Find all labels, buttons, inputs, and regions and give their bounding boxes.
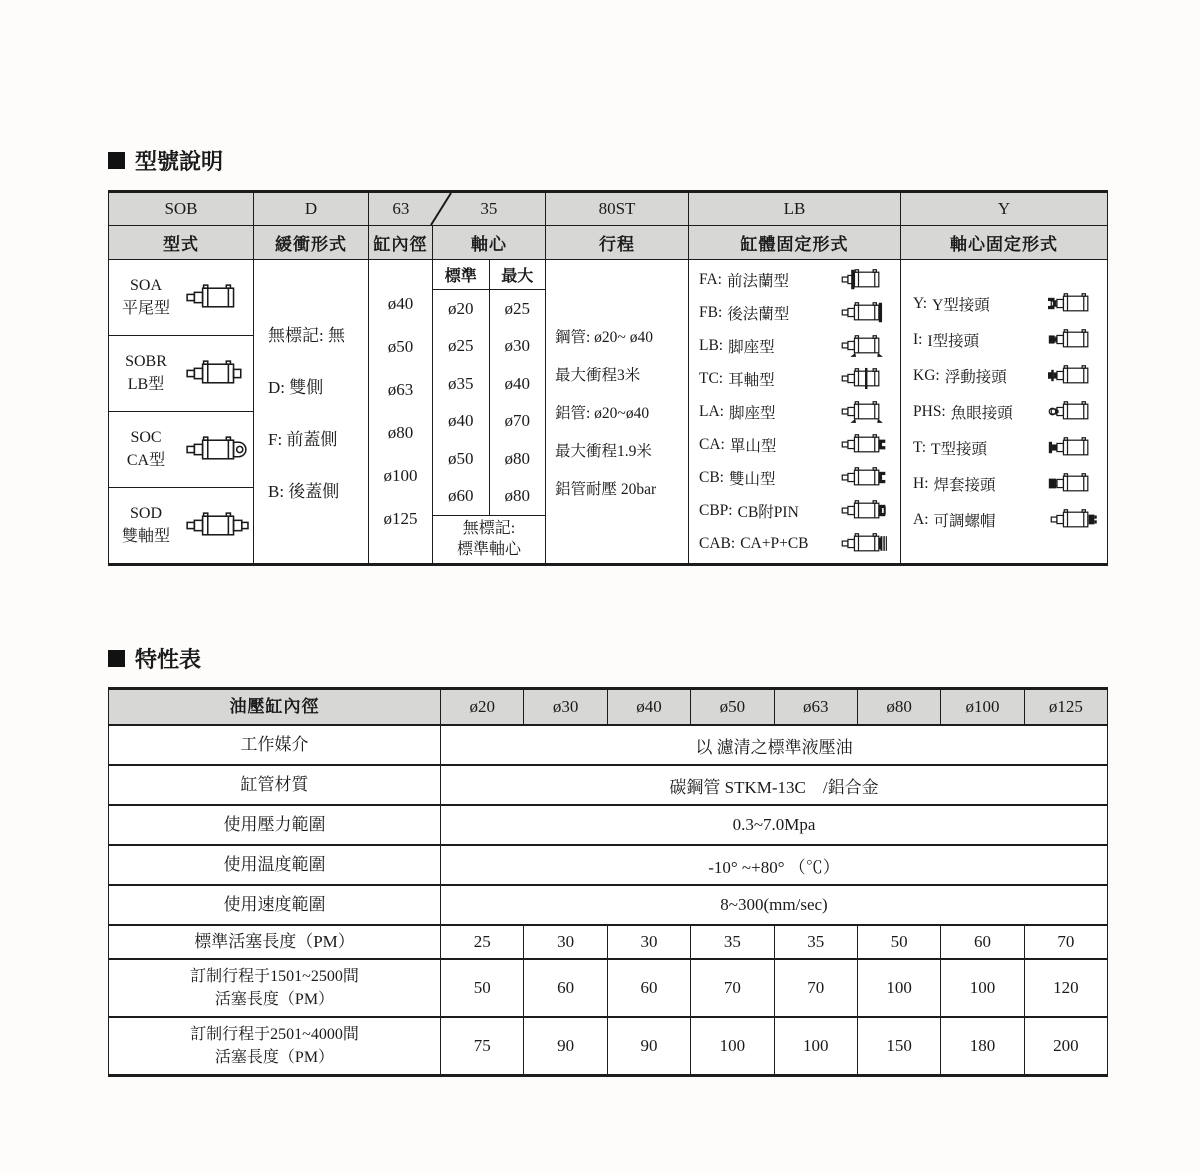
rod-max-value: ø25	[504, 298, 530, 318]
code-cell-bore-rod	[369, 193, 546, 225]
rod-mount-column	[901, 260, 1107, 563]
rod-column	[433, 260, 546, 563]
spec-bore-column: ø63	[775, 690, 858, 724]
spec-value-cell: 180	[941, 1018, 1024, 1074]
spec-value-cell: 50	[858, 926, 941, 958]
stroke-note-line: 最大衝程3米	[555, 366, 641, 384]
spec-row-label-line: 標準活塞長度（PM）	[194, 931, 355, 951]
rod-mount-label: Y型接頭	[932, 296, 990, 314]
model-name: 平尾型	[121, 299, 170, 317]
spec-bore-column: ø100	[941, 690, 1024, 724]
cushion-option: F: 前蓋側	[268, 430, 338, 449]
model-code: SOBR	[125, 353, 167, 371]
rod-note-line2: 標準軸心	[456, 540, 521, 558]
trunnion-icon	[839, 367, 891, 390]
spec-value-cell: 120	[1053, 978, 1079, 997]
body-mount-row	[689, 263, 900, 296]
spec-row-value: 8~300(mm/sec)	[720, 895, 828, 914]
y-knuckle-icon	[1048, 292, 1100, 315]
spec-row	[109, 960, 1107, 1018]
code-rod: 35	[480, 199, 498, 218]
model-type-label	[113, 275, 179, 320]
label-model-type: 型式	[109, 226, 254, 259]
model-name: 雙軸型	[121, 527, 170, 545]
model-name: LB型	[127, 375, 165, 393]
rod-eye-icon	[1048, 400, 1100, 423]
rod-standard-value: ø60	[433, 478, 490, 516]
i-joint-icon	[1048, 328, 1100, 351]
body-mount-row	[689, 461, 900, 494]
front-flange-icon	[839, 268, 891, 291]
spec-row	[109, 886, 1107, 926]
spec-row-value: 以 濾清之標準液壓油	[695, 737, 853, 757]
spec-row-value: -10° ~+80° （℃）	[708, 857, 840, 877]
bore-column	[369, 260, 433, 563]
code-cell-body-mount: LB	[689, 193, 901, 225]
rod-size-row	[433, 328, 545, 366]
bore-size-value: ø80	[387, 423, 414, 442]
spec-value-cell: 30	[608, 926, 691, 958]
spec-value-cell: 100	[691, 1018, 774, 1074]
body-mount-label: 後法蘭型	[727, 305, 790, 323]
rod-max-value: ø40	[504, 373, 530, 393]
rod-note-line1: 無標記:	[462, 519, 516, 537]
spec-value-cell: 90	[524, 1018, 607, 1074]
cushion-column	[254, 260, 369, 563]
model-type-row	[109, 336, 253, 412]
code-cell-model: SOB	[109, 193, 254, 225]
body-mount-label: 單山型	[729, 437, 777, 455]
spec-row-label-line: 活塞長度（PM）	[214, 1049, 335, 1066]
body-mount-row	[689, 395, 900, 428]
adjustable-nut-icon	[1048, 508, 1100, 531]
spec-value-cell: 200	[1053, 1036, 1079, 1055]
spec-value-cell: 75	[441, 1018, 524, 1074]
label-row	[109, 226, 1107, 260]
rod-standard-value: ø50	[433, 440, 490, 478]
stroke-note-line: 鋼管: ø20~ ø40	[555, 328, 653, 346]
cylinder-plain-icon	[183, 283, 249, 312]
model-type-row	[109, 260, 253, 336]
spec-value-cell: 70	[691, 960, 774, 1016]
section-marker-icon	[108, 650, 125, 667]
spec-row-label: 使用速度範圍	[109, 886, 441, 924]
spec-value-cell: 70	[775, 960, 858, 1016]
bore-size-value: ø100	[383, 466, 418, 485]
body-mount-label: 脚座型	[728, 404, 776, 422]
rod-mount-label: I型接頭	[927, 332, 980, 350]
spec-value-cell: 30	[524, 926, 607, 958]
rod-size-row	[433, 290, 545, 328]
spec-value-cell: 35	[691, 926, 774, 958]
spec-value-cell: 100	[941, 960, 1024, 1016]
cylinder-ca-icon	[183, 435, 249, 464]
spec-value-cell: 70	[1057, 932, 1075, 951]
spec-header-label: 油壓缸內徑	[109, 690, 441, 724]
body-mount-row	[689, 329, 900, 362]
rod-mount-code: Y:	[913, 294, 928, 312]
spec-bore-column: ø50	[691, 690, 774, 724]
single-clevis-icon	[839, 433, 891, 456]
model-code: SOA	[129, 277, 162, 295]
bore-size-value: ø125	[383, 509, 418, 528]
rod-standard-value: ø35	[433, 365, 490, 403]
rod-standard-value: ø40	[433, 403, 490, 441]
floating-joint-icon	[1048, 364, 1100, 387]
model-type-label	[113, 351, 179, 396]
rod-standard-value: ø25	[433, 328, 490, 366]
rod-mount-label: 浮動接頭	[944, 368, 1007, 386]
header-slash-icon	[429, 192, 453, 226]
model-code-row	[109, 193, 1107, 226]
rod-mount-code: A:	[913, 510, 929, 528]
body-mount-code: CBP:	[699, 501, 733, 519]
label-body-mount: 缸體固定形式	[689, 226, 901, 259]
code-cell-stroke: 80ST	[546, 193, 689, 225]
spec-value-cell: 35	[775, 926, 858, 958]
section-title-model-code	[108, 145, 223, 176]
rod-note	[433, 515, 545, 563]
body-mount-row	[689, 428, 900, 461]
spec-row-label-line: 活塞長度（PM）	[214, 991, 335, 1008]
spec-value-cell: 90	[608, 1018, 691, 1074]
rod-mount-code: KG:	[913, 366, 940, 384]
welded-sleeve-icon	[1048, 472, 1100, 495]
body-mount-row	[689, 527, 900, 560]
body-mount-label: CA+P+CB	[740, 534, 809, 552]
code-cell-cushion: D	[254, 193, 369, 225]
clevis-combo-icon	[839, 532, 891, 555]
label-cushion-type: 緩衝形式	[254, 226, 369, 259]
body-mount-code: LB:	[699, 336, 724, 354]
model-code-table	[108, 190, 1108, 566]
code-cell-rod-mount: Y	[997, 199, 1011, 218]
cushion-option: 無標記: 無	[268, 326, 345, 345]
rod-mount-row	[913, 325, 1100, 354]
cushion-option: B: 後蓋側	[268, 482, 340, 501]
spec-row	[109, 766, 1107, 806]
spec-row	[109, 846, 1107, 886]
spec-bore-column: ø40	[608, 690, 691, 724]
foot-mount-icon	[839, 334, 891, 357]
spec-table	[108, 687, 1108, 1077]
rod-size-row	[433, 478, 545, 516]
model-code: SOC	[130, 429, 162, 447]
rod-max-value: ø80	[504, 486, 530, 506]
double-clevis-icon	[839, 466, 891, 489]
rear-flange-icon	[839, 301, 891, 324]
foot-mount-icon	[839, 400, 891, 423]
label-stroke: 行程	[546, 226, 689, 259]
section-title-text: 型號說明	[135, 149, 224, 174]
body-mount-code: CB:	[699, 468, 724, 486]
rod-size-row	[433, 440, 545, 478]
rod-mount-row	[913, 397, 1100, 426]
body-mount-code: TC:	[699, 369, 724, 387]
rod-max-value: ø30	[504, 336, 530, 356]
stroke-note-line: 鋁管耐壓 20bar	[555, 480, 657, 498]
spec-body	[109, 726, 1107, 1074]
rod-max-label: 最大	[501, 268, 534, 285]
section-marker-icon	[108, 152, 125, 169]
rod-mount-row	[913, 361, 1100, 390]
t-joint-icon	[1048, 436, 1100, 459]
spec-row	[109, 926, 1107, 960]
spec-bore-column: ø125	[1048, 697, 1083, 716]
rod-subheader	[433, 260, 545, 290]
body-mount-code: CA:	[699, 435, 725, 453]
rod-mount-label: T型接頭	[931, 440, 987, 458]
body-mount-column	[689, 260, 901, 563]
spec-row	[109, 1018, 1107, 1074]
rod-mount-row	[913, 289, 1100, 318]
body-mount-row	[689, 494, 900, 527]
model-type-label	[113, 503, 179, 548]
spec-row	[109, 726, 1107, 766]
model-type-row	[109, 412, 253, 488]
model-type-column	[109, 260, 254, 563]
rod-standard-label: 標準	[433, 260, 490, 289]
spec-value-cell: 150	[858, 1018, 941, 1074]
spec-row-label	[109, 1018, 441, 1074]
spec-row	[109, 806, 1107, 846]
stroke-note-line: 鋁管: ø20~ø40	[555, 404, 650, 422]
rod-size-rows	[433, 290, 545, 515]
rod-mount-row	[913, 433, 1100, 462]
bore-size-value: ø50	[387, 337, 414, 356]
body-mount-code: LA:	[699, 402, 724, 420]
spec-row-label: 缸管材質	[109, 766, 441, 804]
spec-value-cell: 100	[858, 960, 941, 1016]
spec-bore-column: ø20	[441, 690, 524, 724]
code-bore: 63	[392, 199, 410, 218]
rod-mount-code: H:	[913, 474, 929, 492]
spec-row-value: 0.3~7.0Mpa	[732, 815, 816, 834]
body-mount-label: CB附PIN	[737, 503, 799, 521]
rod-mount-code: T:	[913, 438, 927, 456]
model-code-body	[109, 260, 1107, 563]
body-mount-row	[689, 362, 900, 395]
spec-row-label: 工作媒介	[109, 726, 441, 764]
spec-value-cell: 50	[441, 960, 524, 1016]
rod-mount-code: PHS:	[913, 402, 946, 420]
body-mount-code: FB:	[699, 303, 723, 321]
cylinder-double-rod-icon	[183, 511, 249, 540]
spec-row-label-line: 訂制行程于2501~4000間	[190, 1025, 359, 1043]
rod-max-value: ø80	[504, 448, 530, 468]
spec-value-cell: 60	[524, 960, 607, 1016]
spec-header-row	[109, 690, 1107, 726]
label-rod: 軸心	[433, 226, 546, 259]
clevis-pin-icon	[839, 499, 891, 522]
rod-max-value: ø70	[504, 411, 530, 431]
label-rod-mount: 軸心固定形式	[950, 235, 1058, 254]
bore-size-value: ø40	[387, 294, 414, 313]
model-type-label	[113, 427, 179, 472]
spec-row-label: 使用壓力範圍	[109, 806, 441, 844]
stroke-note-line: 最大衝程1.9米	[555, 442, 652, 460]
spec-bore-column: ø80	[858, 690, 941, 724]
cushion-option: D: 雙側	[268, 378, 324, 397]
rod-mount-row	[913, 505, 1100, 534]
rod-mount-row	[913, 469, 1100, 498]
model-type-row	[109, 488, 253, 563]
rod-mount-label: 魚眼接頭	[950, 404, 1013, 422]
rod-mount-label: 焊套接頭	[933, 476, 996, 494]
rod-size-row	[433, 365, 545, 403]
rod-size-row	[433, 403, 545, 441]
body-mount-label: 前法蘭型	[726, 272, 789, 290]
body-mount-code: FA:	[699, 270, 722, 288]
cylinder-lb-icon	[183, 359, 249, 388]
body-mount-code: CAB:	[699, 534, 736, 552]
stroke-column	[546, 260, 689, 563]
body-mount-label: 雙山型	[728, 470, 776, 488]
bore-size-value: ø63	[387, 380, 414, 399]
spec-value-cell: 25	[441, 926, 524, 958]
spec-value-cell: 100	[775, 1018, 858, 1074]
model-code: SOD	[129, 505, 162, 523]
body-mount-row	[689, 296, 900, 329]
body-mount-label: 脚座型	[728, 338, 775, 356]
spec-row-value: 碳鋼管 STKM-13C /鋁合金	[669, 777, 879, 797]
spec-row-label	[109, 926, 441, 958]
body-mount-label: 耳軸型	[728, 371, 775, 389]
rod-standard-value: ø20	[433, 290, 490, 328]
spec-value-cell: 60	[941, 926, 1024, 958]
rod-mount-label: 可調螺帽	[933, 512, 996, 530]
spec-value-cell: 60	[608, 960, 691, 1016]
model-name: CA型	[126, 451, 166, 469]
rod-mount-code: I:	[913, 330, 923, 348]
spec-bore-column: ø30	[524, 690, 607, 724]
label-bore: 缸內徑	[369, 226, 433, 259]
spec-row-label: 使用温度範圍	[109, 846, 441, 884]
spec-row-label-line: 訂制行程于1501~2500間	[190, 967, 359, 985]
spec-row-label	[109, 960, 441, 1016]
section-title-text: 特性表	[135, 647, 202, 672]
section-title-spec	[108, 643, 201, 674]
